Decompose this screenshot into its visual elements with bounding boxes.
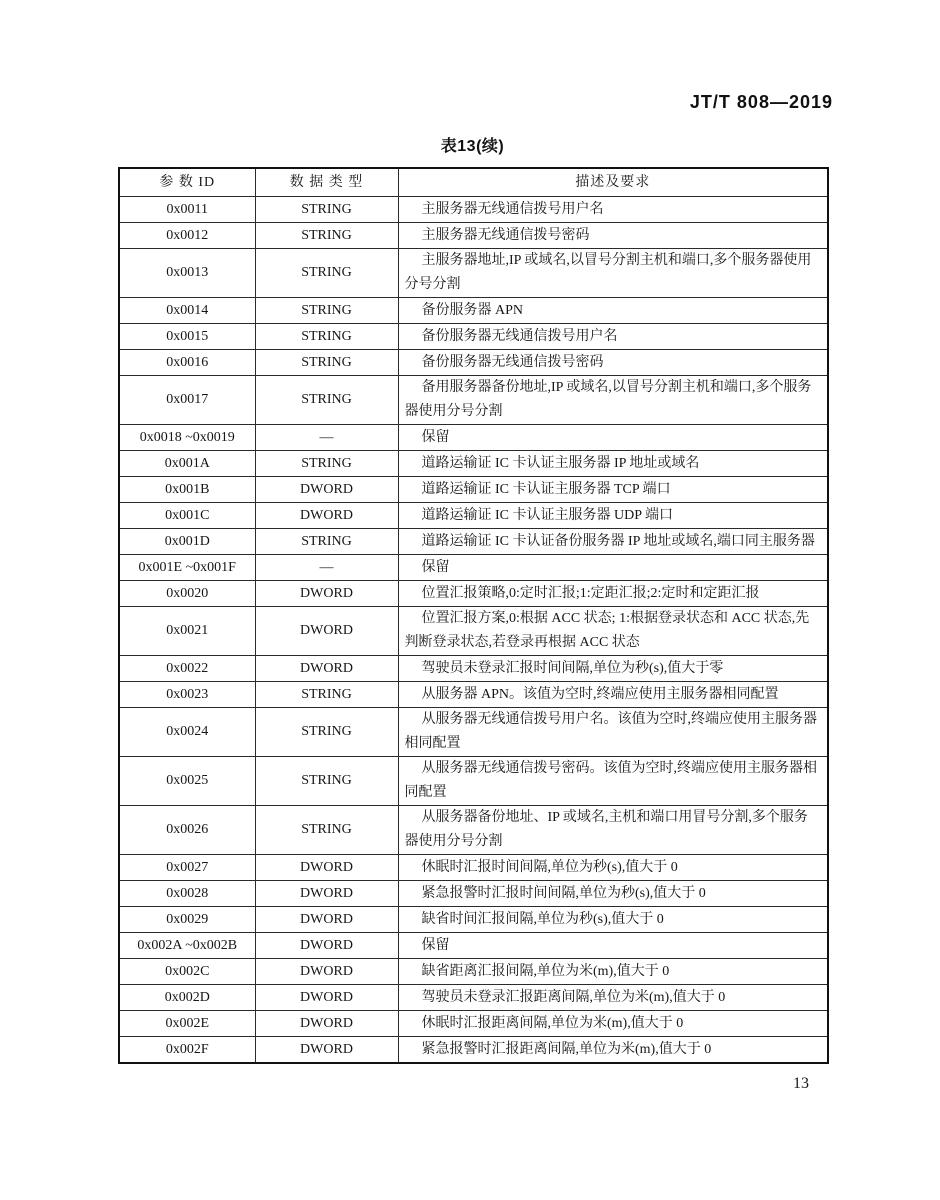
- param-id-cell: 0x0018 ~0x0019: [119, 425, 255, 451]
- data-type-cell: STRING: [255, 324, 398, 350]
- param-id-cell: 0x0017: [119, 376, 255, 425]
- description-cell: 主服务器地址,IP 或域名,以冒号分割主机和端口,多个服务器使用分号分割: [398, 249, 828, 298]
- doc-number: JT/T 808—2019: [689, 92, 833, 112]
- table-row: [119, 249, 828, 298]
- data-type-cell: DWORD: [255, 607, 398, 656]
- param-id-cell: 0x002F: [119, 1037, 255, 1064]
- header-row: [119, 168, 828, 197]
- data-type-cell: DWORD: [255, 959, 398, 985]
- data-type-cell: STRING: [255, 249, 398, 298]
- description-cell: 从服务器备份地址、IP 或域名,主机和端口用冒号分割,多个服务器使用分号分割: [398, 806, 828, 855]
- data-type-cell: STRING: [255, 708, 398, 757]
- table-row: [119, 529, 828, 555]
- param-id-cell: 0x0015: [119, 324, 255, 350]
- data-type-cell: STRING: [255, 376, 398, 425]
- param-id-cell: 0x0011: [119, 197, 255, 223]
- description-cell: 备用服务器备份地址,IP 或域名,以冒号分割主机和端口,多个服务器使用分号分割: [398, 376, 828, 425]
- param-id-cell: 0x002D: [119, 985, 255, 1011]
- table-row: [119, 324, 828, 350]
- data-type-cell: STRING: [255, 197, 398, 223]
- data-type-cell: STRING: [255, 451, 398, 477]
- table-row: [119, 425, 828, 451]
- table-row: [119, 806, 828, 855]
- table-row: [119, 376, 828, 425]
- description-cell: 保留: [398, 933, 828, 959]
- parameters-table: [118, 167, 829, 1064]
- param-id-cell: 0x0014: [119, 298, 255, 324]
- column-header-param-id: 参 数 ID: [119, 168, 255, 197]
- table-row: [119, 1037, 828, 1064]
- page-content: [118, 136, 827, 1093]
- description-cell: 缺省时间汇报间隔,单位为秒(s),值大于 0: [398, 907, 828, 933]
- description-cell: 主服务器无线通信拨号用户名: [398, 197, 828, 223]
- param-id-cell: 0x0024: [119, 708, 255, 757]
- table-row: [119, 933, 828, 959]
- data-type-cell: DWORD: [255, 477, 398, 503]
- description-cell: 备份服务器无线通信拨号密码: [398, 350, 828, 376]
- description-cell: 从服务器无线通信拨号用户名。该值为空时,终端应使用主服务器相同配置: [398, 708, 828, 757]
- param-id-cell: 0x001E ~0x001F: [119, 555, 255, 581]
- description-cell: 道路运输证 IC 卡认证主服务器 TCP 端口: [398, 477, 828, 503]
- description-cell: 道路运输证 IC 卡认证主服务器 UDP 端口: [398, 503, 828, 529]
- table-row: [119, 223, 828, 249]
- param-id-cell: 0x0023: [119, 682, 255, 708]
- param-id-cell: 0x0021: [119, 607, 255, 656]
- description-cell: 保留: [398, 425, 828, 451]
- description-cell: 驾驶员未登录汇报距离间隔,单位为米(m),值大于 0: [398, 985, 828, 1011]
- description-cell: 从服务器无线通信拨号密码。该值为空时,终端应使用主服务器相同配置: [398, 757, 828, 806]
- description-cell: 从服务器 APN。该值为空时,终端应使用主服务器相同配置: [398, 682, 828, 708]
- param-id-cell: 0x001C: [119, 503, 255, 529]
- table-row: [119, 477, 828, 503]
- param-id-cell: 0x002C: [119, 959, 255, 985]
- table-header: [119, 168, 828, 197]
- data-type-cell: DWORD: [255, 985, 398, 1011]
- table-row: [119, 503, 828, 529]
- table-row: [119, 298, 828, 324]
- data-type-cell: DWORD: [255, 855, 398, 881]
- table-row: [119, 907, 828, 933]
- data-type-cell: DWORD: [255, 581, 398, 607]
- description-cell: 缺省距离汇报间隔,单位为米(m),值大于 0: [398, 959, 828, 985]
- data-type-cell: STRING: [255, 806, 398, 855]
- column-header-data-type: 数 据 类 型: [255, 168, 398, 197]
- table-row: [119, 985, 828, 1011]
- table-row: [119, 607, 828, 656]
- page-number: 13: [793, 1075, 809, 1092]
- param-id-cell: 0x0026: [119, 806, 255, 855]
- data-type-cell: DWORD: [255, 503, 398, 529]
- param-id-cell: 0x0029: [119, 907, 255, 933]
- table-row: [119, 855, 828, 881]
- description-cell: 主服务器无线通信拨号密码: [398, 223, 828, 249]
- param-id-cell: 0x0022: [119, 656, 255, 682]
- param-id-cell: 0x0016: [119, 350, 255, 376]
- data-type-cell: —: [255, 425, 398, 451]
- table-body: [119, 197, 828, 1064]
- description-cell: 驾驶员未登录汇报时间间隔,单位为秒(s),值大于零: [398, 656, 828, 682]
- table-caption: 表13(续): [440, 138, 505, 155]
- column-header-description: 描述及要求: [398, 168, 828, 197]
- description-cell: 休眠时汇报距离间隔,单位为米(m),值大于 0: [398, 1011, 828, 1037]
- data-type-cell: —: [255, 555, 398, 581]
- param-id-cell: 0x0020: [119, 581, 255, 607]
- data-type-cell: DWORD: [255, 907, 398, 933]
- table-row: [119, 1011, 828, 1037]
- description-cell: 位置汇报策略,0:定时汇报;1:定距汇报;2:定时和定距汇报: [398, 581, 828, 607]
- param-id-cell: 0x001A: [119, 451, 255, 477]
- data-type-cell: STRING: [255, 298, 398, 324]
- param-id-cell: 0x001D: [119, 529, 255, 555]
- param-id-cell: 0x0028: [119, 881, 255, 907]
- table-row: [119, 555, 828, 581]
- table-row: [119, 350, 828, 376]
- table-row: [119, 757, 828, 806]
- data-type-cell: STRING: [255, 757, 398, 806]
- table-row: [119, 451, 828, 477]
- data-type-cell: DWORD: [255, 933, 398, 959]
- description-cell: 道路运输证 IC 卡认证备份服务器 IP 地址或域名,端口同主服务器: [398, 529, 828, 555]
- table-row: [119, 197, 828, 223]
- data-type-cell: STRING: [255, 350, 398, 376]
- data-type-cell: STRING: [255, 529, 398, 555]
- description-cell: 道路运输证 IC 卡认证主服务器 IP 地址或域名: [398, 451, 828, 477]
- description-cell: 休眠时汇报时间间隔,单位为秒(s),值大于 0: [398, 855, 828, 881]
- param-id-cell: 0x0027: [119, 855, 255, 881]
- data-type-cell: DWORD: [255, 656, 398, 682]
- table-row: [119, 959, 828, 985]
- description-cell: 备份服务器 APN: [398, 298, 828, 324]
- description-cell: 紧急报警时汇报时间间隔,单位为秒(s),值大于 0: [398, 881, 828, 907]
- param-id-cell: 0x001B: [119, 477, 255, 503]
- description-cell: 备份服务器无线通信拨号用户名: [398, 324, 828, 350]
- description-cell: 保留: [398, 555, 828, 581]
- description-cell: 紧急报警时汇报距离间隔,单位为米(m),值大于 0: [398, 1037, 828, 1064]
- table-row: [119, 881, 828, 907]
- table-row: [119, 656, 828, 682]
- description-cell: 位置汇报方案,0:根据 ACC 状态; 1:根据登录状态和 ACC 状态,先判断登录状态,若登录再根据 ACC 状态: [398, 607, 828, 656]
- param-id-cell: 0x0025: [119, 757, 255, 806]
- param-id-cell: 0x0012: [119, 223, 255, 249]
- table-row: [119, 682, 828, 708]
- table-row: [119, 708, 828, 757]
- param-id-cell: 0x002E: [119, 1011, 255, 1037]
- data-type-cell: DWORD: [255, 1037, 398, 1064]
- data-type-cell: STRING: [255, 223, 398, 249]
- table-row: [119, 581, 828, 607]
- param-id-cell: 0x002A ~0x002B: [119, 933, 255, 959]
- data-type-cell: DWORD: [255, 1011, 398, 1037]
- param-id-cell: 0x0013: [119, 249, 255, 298]
- data-type-cell: DWORD: [255, 881, 398, 907]
- data-type-cell: STRING: [255, 682, 398, 708]
